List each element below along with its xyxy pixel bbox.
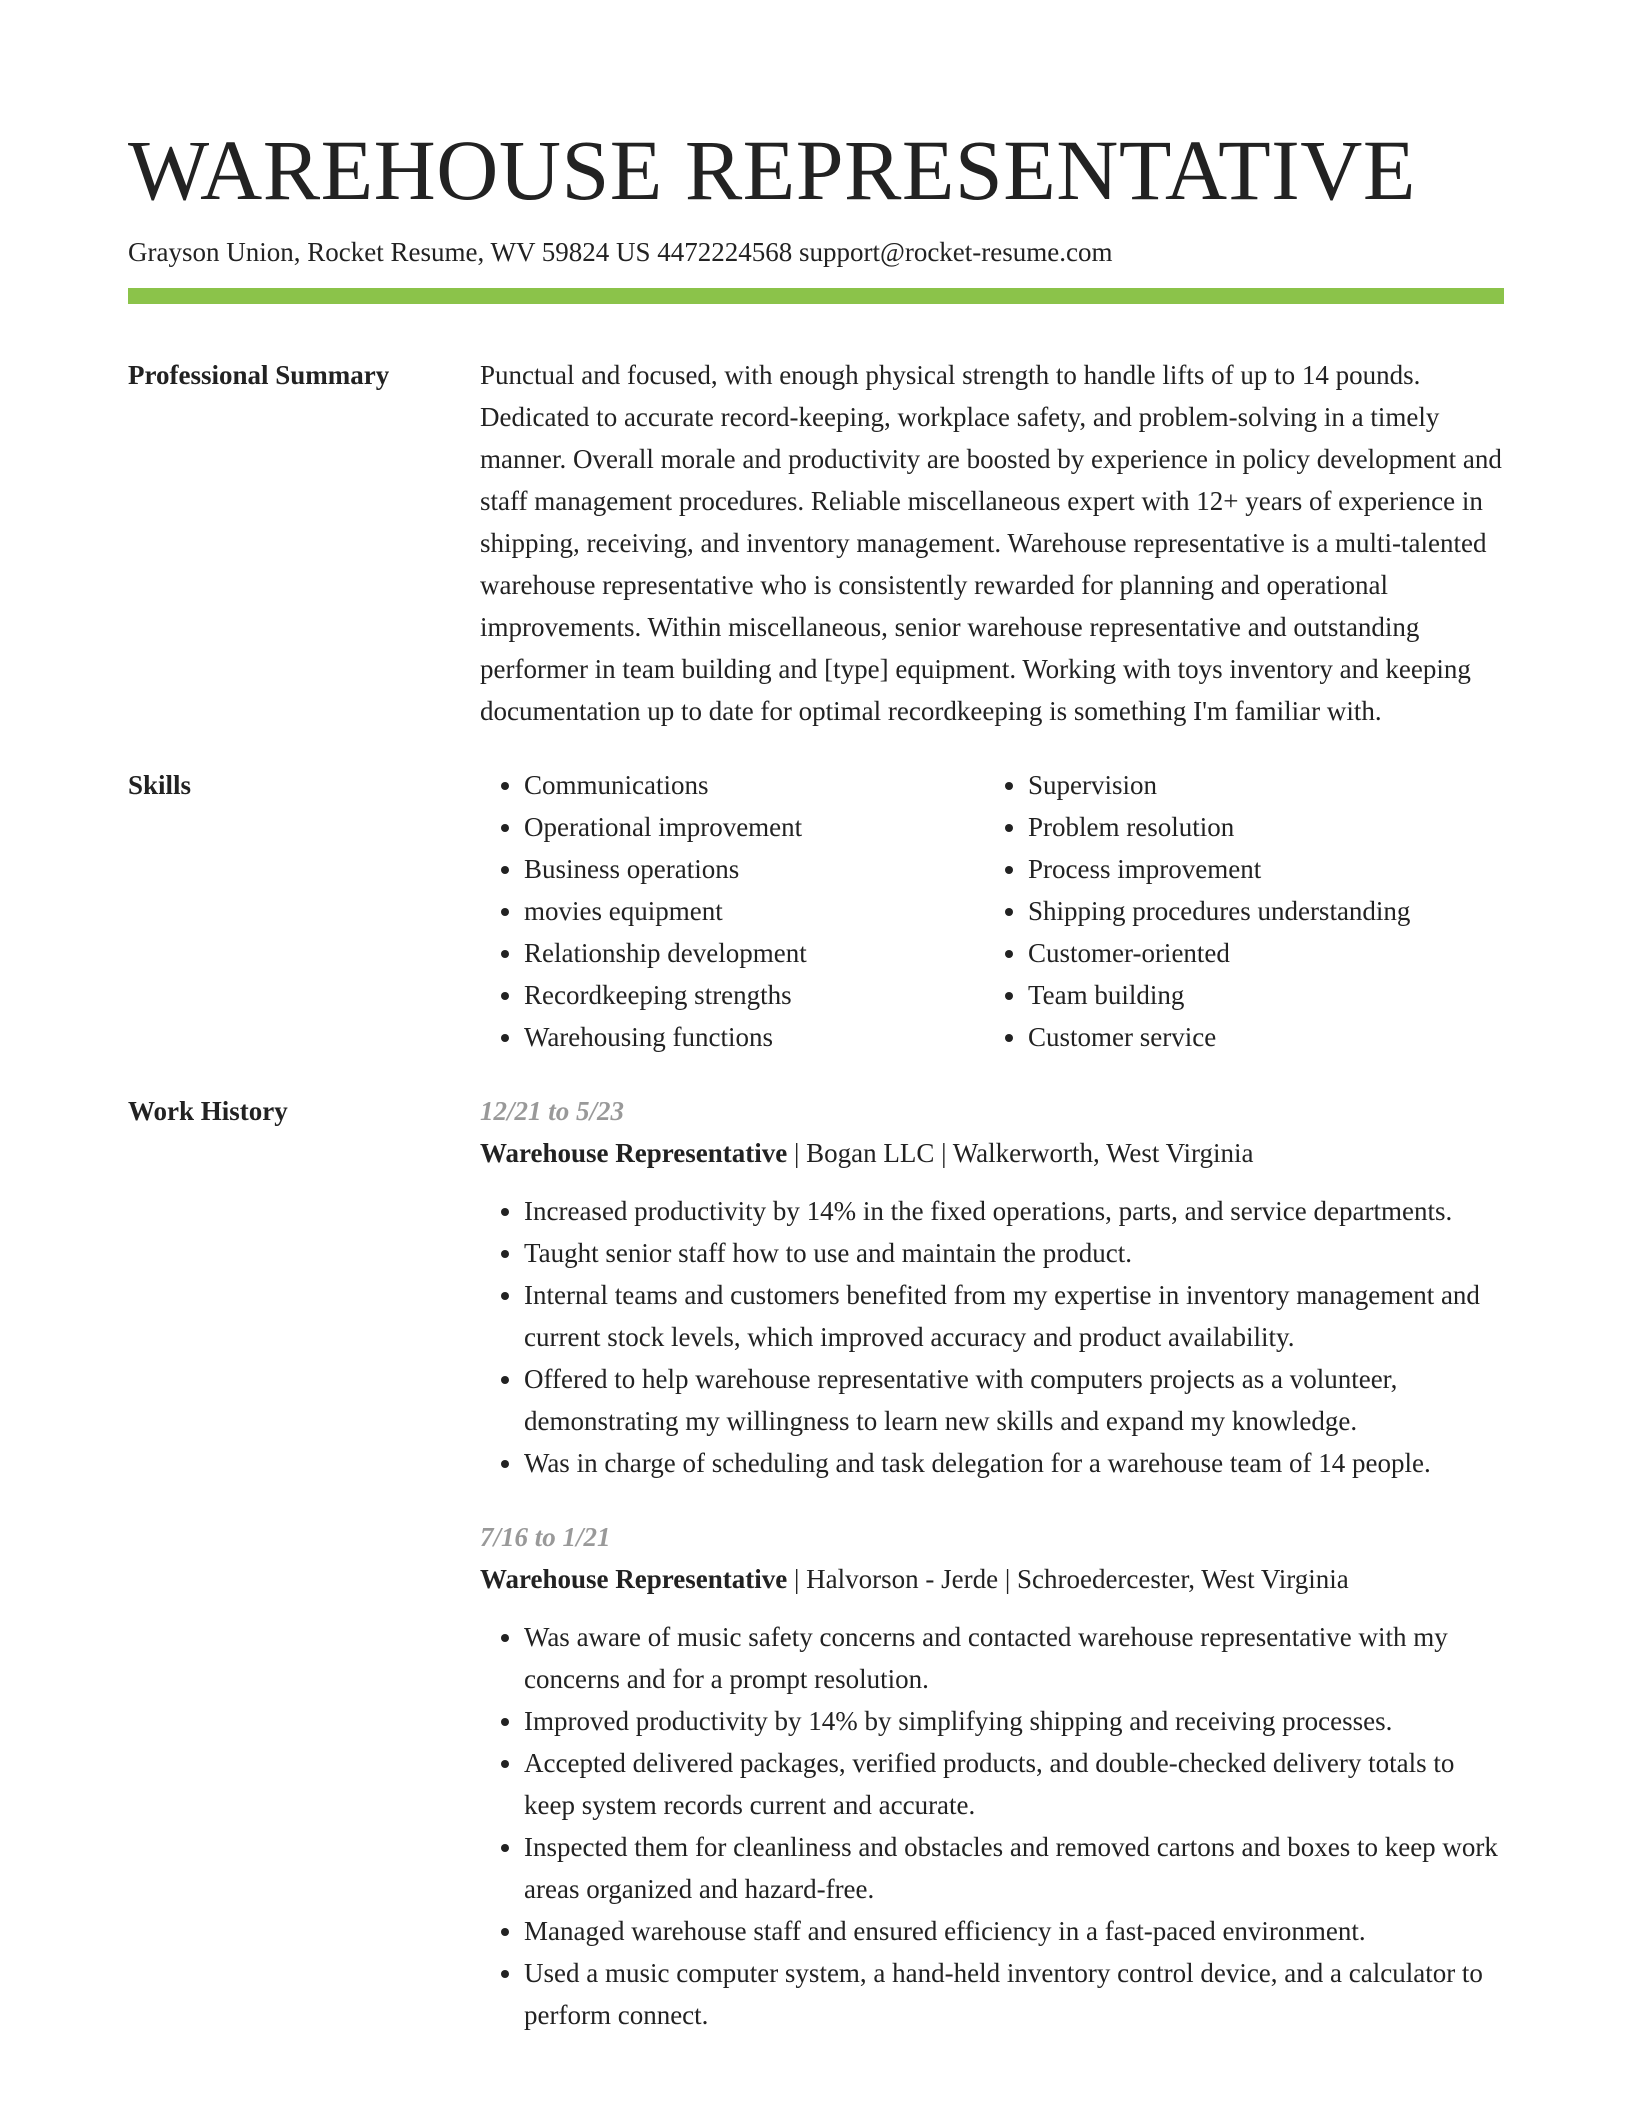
job-title: Warehouse Representative (480, 1138, 788, 1168)
accent-divider (128, 288, 1504, 304)
job-bullets (480, 1190, 1504, 1484)
skills-column-right (984, 764, 1488, 1058)
job-dates: 12/21 to 5/23 (480, 1096, 625, 1126)
skill-item: • Problem resolution (1028, 806, 1488, 848)
job-bullets (480, 1616, 1504, 2036)
summary-text: Punctual and focused, with enough physical strength to handle lifts of up to 14 pounds. Dedicated to accurate record-keeping, workplace safety, and problem-solving in a timely manner. Overall morale and productivity are boosted by experience in policy development and staff management procedures. Reliable miscellaneous expert with 12+ years of experience in shipping, receiving, and inventory management. Warehouse representative is a multi-talented warehouse representative who is consistently rewarded for planning and operational improvements. Within miscellaneous, senior warehouse representative and outstanding performer in team building and [type] equipment. Working with toys inventory and keeping documentation up to date for optimal recordkeeping is something I'm familiar with. (480, 360, 1502, 726)
skill-item: • Customer-oriented (1028, 932, 1488, 974)
skill-item: • Communications (524, 764, 984, 806)
job-title-line (480, 1132, 1504, 1174)
candidate-name: WAREHOUSE REPRESENTATIVE (128, 122, 1416, 218)
job-details: | Bogan LLC | Walkerworth, West Virginia (787, 1138, 1254, 1168)
skill-item: • Supervision (1028, 764, 1488, 806)
job-bullet: • Increased productivity by 14% in the fixed operations, parts, and service departments. (524, 1190, 1504, 1232)
skill-item: • Recordkeeping strengths (524, 974, 984, 1016)
skills-body (480, 764, 1504, 1058)
skill-item: • Shipping procedures understanding (1028, 890, 1488, 932)
work-history-section (128, 1090, 1504, 2036)
summary-body (480, 354, 1504, 732)
summary-section (128, 354, 1504, 732)
job-bullet: • Accepted delivered packages, verified products, and double-checked delivery totals to keep system records current and accurate. (524, 1742, 1504, 1826)
job-bullet: • Managed warehouse staff and ensured efficiency in a fast-paced environment. (524, 1910, 1504, 1952)
skills-section (128, 764, 1504, 1058)
skill-item: • Operational improvement (524, 806, 984, 848)
skills-heading: Skills (128, 770, 192, 800)
job-bullet: • Taught senior staff how to use and maintain the product. (524, 1232, 1504, 1274)
resume-page (128, 0, 1504, 2036)
job-bullet: • Offered to help warehouse representative with computers projects as a volunteer, demonstrating my willingness to learn new skills and expand my knowledge. (524, 1358, 1504, 1442)
job-bullet: • Improved productivity by 14% by simplifying shipping and receiving processes. (524, 1700, 1504, 1742)
skills-grid (480, 764, 1504, 1058)
job-entry (480, 1090, 1504, 1484)
job-bullet: • Was aware of music safety concerns and contacted warehouse representative with my concerns and for a prompt resolution. (524, 1616, 1504, 1700)
job-details: | Halvorson - Jerde | Schroedercester, West Virginia (787, 1564, 1349, 1594)
job-title: Warehouse Representative (480, 1564, 788, 1594)
skill-item: • Business operations (524, 848, 984, 890)
skill-item: • Process improvement (1028, 848, 1488, 890)
skill-item: • movies equipment (524, 890, 984, 932)
job-bullet: • Was in charge of scheduling and task delegation for a warehouse team of 14 people. (524, 1442, 1504, 1484)
job-dates: 7/16 to 1/21 (480, 1522, 611, 1552)
job-entry (480, 1516, 1504, 2036)
skills-column-left (480, 764, 984, 1058)
skill-item: • Customer service (1028, 1016, 1488, 1058)
job-bullet: • Used a music computer system, a hand-held inventory control device, and a calculator to perform connect. (524, 1952, 1504, 2036)
work-history-heading: Work History (128, 1096, 288, 1126)
skill-item: • Relationship development (524, 932, 984, 974)
skill-item: • Warehousing functions (524, 1016, 984, 1058)
work-history-body (480, 1090, 1504, 2036)
job-title-line (480, 1558, 1504, 1600)
job-bullet: • Internal teams and customers benefited from my expertise in inventory management and current stock levels, which improved accuracy and product availability. (524, 1274, 1504, 1358)
job-bullet: • Inspected them for cleanliness and obstacles and removed cartons and boxes to keep work areas organized and hazard-free. (524, 1826, 1504, 1910)
skill-item: • Team building (1028, 974, 1488, 1016)
contact-info: Grayson Union, Rocket Resume, WV 59824 US 4472224568 support@rocket-resume.com (128, 237, 1113, 267)
summary-heading: Professional Summary (128, 360, 390, 390)
